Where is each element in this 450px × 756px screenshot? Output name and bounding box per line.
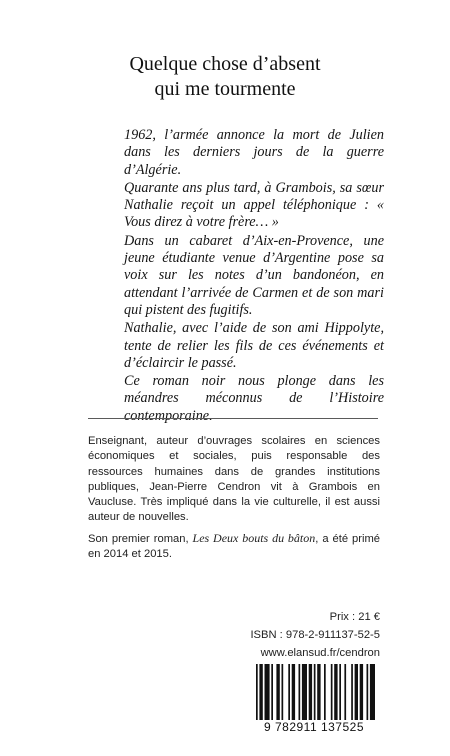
synopsis-paragraph: 1962, l’armée annonce la mort de Julien dans les derniers jours de la guerre d’Algérie. [124, 127, 384, 178]
barcode-bar [360, 664, 363, 724]
author-awards-paragraph [88, 531, 380, 563]
barcode-bar [276, 664, 279, 724]
barcode-bar [339, 664, 341, 724]
barcode-bar [367, 664, 369, 724]
barcode [248, 664, 380, 736]
synopsis-paragraph: Nathalie, avec l’aide de son ami Hippolyte, tente de relier les fils de ces événements et d’éclaircir le passé. [124, 320, 384, 371]
price: Prix : 21 € [329, 611, 380, 623]
website-link[interactable]: www.elansud.fr/cendron [260, 647, 380, 659]
barcode-bar [271, 664, 273, 724]
barcode-bar [256, 664, 258, 724]
barcode-bar [309, 664, 312, 724]
barcode-bar [259, 664, 262, 724]
barcode-bar [351, 664, 353, 724]
separator-line [88, 418, 378, 419]
synopsis-paragraph: Quarante ans plus tard, à Grambois, sa sœur Nathalie reçoit un appel téléphonique : « Vous direz à votre frère… » [124, 179, 384, 231]
barcode-bar [314, 664, 316, 724]
barcode-bar [334, 664, 337, 724]
barcode-bar [282, 664, 284, 724]
isbn: ISBN : 978-2-911137-52-5 [250, 629, 380, 641]
book-title-line-1: Quelque chose d’absent [129, 53, 321, 75]
barcode-bars [248, 664, 380, 724]
barcode-bar [302, 664, 307, 724]
barcode-bar [317, 664, 320, 724]
barcode-bar [344, 664, 346, 724]
author-bio [88, 434, 380, 567]
book-title [0, 52, 450, 102]
author-bio-paragraph: Enseignant, auteur d’ouvrages scolaires en sciences économiques et sociales, puis responsable des ressources humaines dans de grandes institutions publiques, Jean-Pierre Cendron vit à Grambois en Vaucluse. Très impliqué dans la vie culturelle, il est aussi auteur de nouvelles. [88, 435, 380, 524]
barcode-bar [288, 664, 290, 724]
barcode-bar [331, 664, 333, 724]
synopsis-paragraph: Dans un cabaret d’Aix-en-Provence, une jeune étudiante venue d’Argentine pose sa voix sur les notes d’un bandonéon, en attendant l’arrivée de Carmen et de son mari qui pistent des fugitifs. [124, 232, 384, 318]
publication-info [250, 608, 380, 662]
synopsis-paragraph: Ce roman noir nous plonge dans les méandres méconnus de l’Histoire contemporaine. [124, 373, 384, 424]
barcode-bar [370, 664, 375, 724]
synopsis [124, 127, 384, 426]
awards-text-start: Son premier roman, [88, 532, 193, 545]
awards-text-end: , a été primé en 2014 et 2015. [88, 532, 380, 561]
barcode-bar [292, 664, 295, 724]
previous-book-title: Les Deux bouts du bâton [192, 530, 316, 545]
barcode-number: 9 782911 137525 [248, 720, 380, 734]
book-title-line-2: qui me tourmente [154, 78, 296, 100]
barcode-bar [324, 664, 326, 724]
barcode-bar [265, 664, 270, 724]
barcode-bar [299, 664, 301, 724]
barcode-bar [355, 664, 358, 724]
